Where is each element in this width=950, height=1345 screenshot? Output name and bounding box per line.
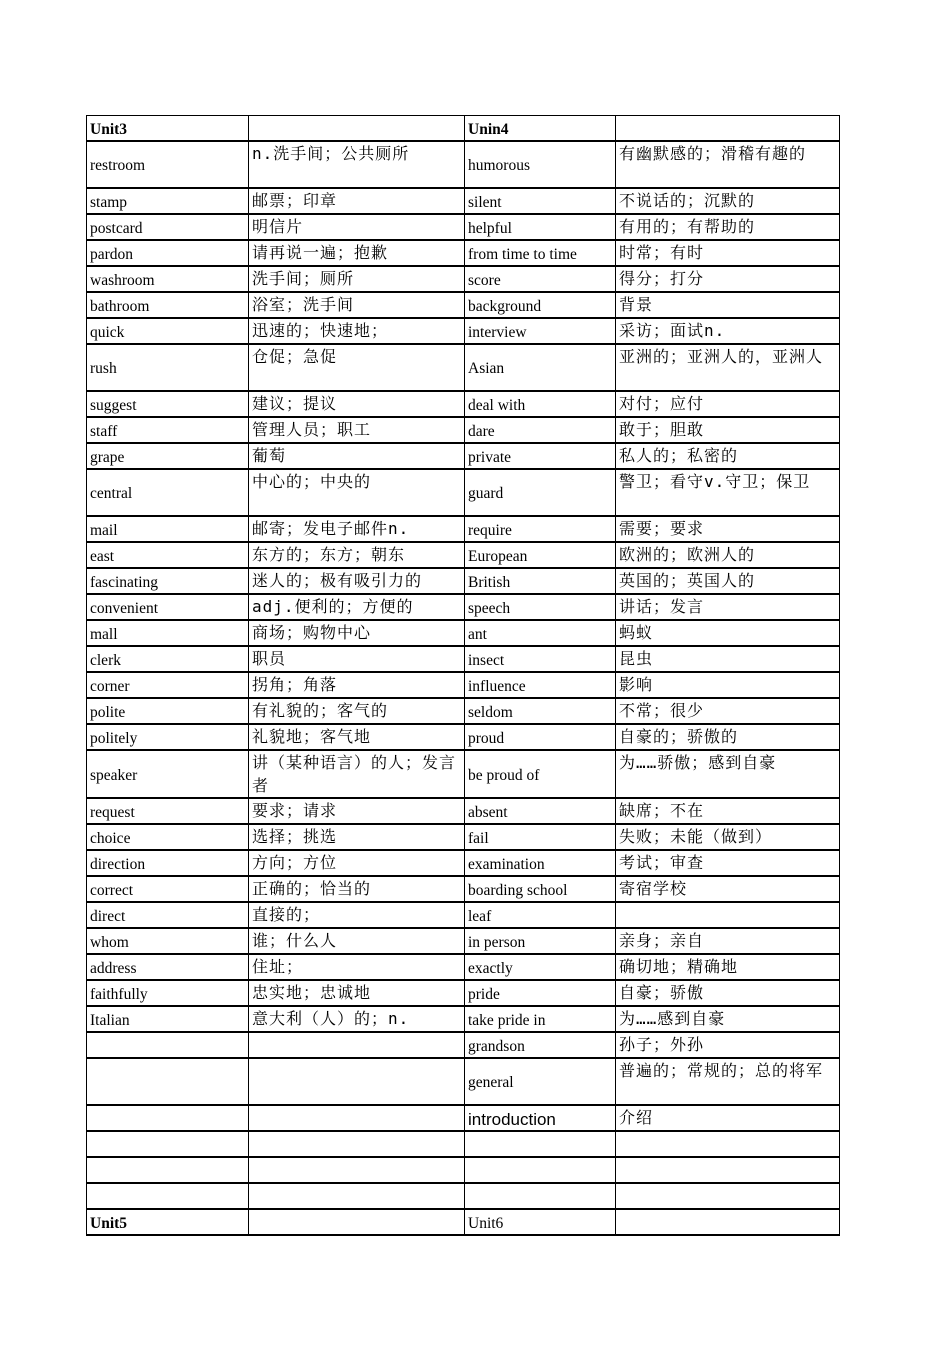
word-unit4: dare xyxy=(465,417,616,443)
meaning-unit4: 普遍的；常规的；总的将军 xyxy=(616,1058,840,1105)
table-row xyxy=(87,646,840,672)
table-row xyxy=(87,620,840,646)
table-row xyxy=(87,443,840,469)
table-row xyxy=(87,1058,840,1105)
table-row xyxy=(87,724,840,750)
word-unit3: speaker xyxy=(87,750,249,798)
meaning-unit3 xyxy=(249,1183,465,1209)
meaning-unit4: 时常；有时 xyxy=(616,240,840,266)
meaning-unit3: 职员 xyxy=(249,646,465,672)
word-unit4: humorous xyxy=(465,141,616,188)
meaning-unit4 xyxy=(616,902,840,928)
word-unit4: ant xyxy=(465,620,616,646)
word-unit3 xyxy=(87,1105,249,1131)
word-unit3: Italian xyxy=(87,1006,249,1032)
word-unit4: proud xyxy=(465,724,616,750)
unit-header-row xyxy=(87,116,840,141)
word-unit3: staff xyxy=(87,417,249,443)
table-row xyxy=(87,1131,840,1157)
meaning-unit4: 孙子；外孙 xyxy=(616,1032,840,1058)
word-unit3: correct xyxy=(87,876,249,902)
meaning-unit4 xyxy=(616,1157,840,1183)
table-row xyxy=(87,980,840,1006)
table-row xyxy=(87,542,840,568)
meaning-unit3: 意大利（人）的；n. xyxy=(249,1006,465,1032)
word-unit3: suggest xyxy=(87,391,249,417)
word-unit4: take pride in xyxy=(465,1006,616,1032)
meaning-unit4: 对付；应付 xyxy=(616,391,840,417)
meaning-unit4: 不常；很少 xyxy=(616,698,840,724)
word-unit3: rush xyxy=(87,344,249,391)
table-row xyxy=(87,318,840,344)
meaning-unit3: 选择；挑选 xyxy=(249,824,465,850)
word-unit3: postcard xyxy=(87,214,249,240)
word-unit4: silent xyxy=(465,188,616,214)
table-row xyxy=(87,876,840,902)
meaning-unit3: 商场；购物中心 xyxy=(249,620,465,646)
unit-footer-row xyxy=(87,1209,840,1235)
table-row xyxy=(87,902,840,928)
word-unit3: clerk xyxy=(87,646,249,672)
meaning-unit3: 谁；什么人 xyxy=(249,928,465,954)
meaning-unit3: 请再说一遍；抱歉 xyxy=(249,240,465,266)
table-row xyxy=(87,798,840,824)
table-row xyxy=(87,824,840,850)
meaning-unit3: 葡萄 xyxy=(249,443,465,469)
meaning-unit3: 邮寄；发电子邮件n. xyxy=(249,516,465,542)
word-unit3: central xyxy=(87,469,249,516)
word-unit4: British xyxy=(465,568,616,594)
unit6-heading: Unit6 xyxy=(465,1209,616,1235)
meaning-unit4: 得分；打分 xyxy=(616,266,840,292)
meaning-unit4: 需要；要求 xyxy=(616,516,840,542)
meaning-unit3: 管理人员；职工 xyxy=(249,417,465,443)
meaning-unit3 xyxy=(249,1131,465,1157)
meaning-unit3: adj.便利的；方便的 xyxy=(249,594,465,620)
table-row xyxy=(87,188,840,214)
meaning-unit3: 迅速的；快速地； xyxy=(249,318,465,344)
word-unit4: fail xyxy=(465,824,616,850)
meaning-unit4: 蚂蚁 xyxy=(616,620,840,646)
table-row xyxy=(87,1006,840,1032)
word-unit3 xyxy=(87,1032,249,1058)
meaning-unit4: 私人的；私密的 xyxy=(616,443,840,469)
meaning-unit3: 忠实地；忠诚地 xyxy=(249,980,465,1006)
table-row xyxy=(87,1183,840,1209)
word-unit4: in person xyxy=(465,928,616,954)
meaning-unit4: 自豪的；骄傲的 xyxy=(616,724,840,750)
word-unit4: European xyxy=(465,542,616,568)
meaning-unit3: 洗手间；厕所 xyxy=(249,266,465,292)
meaning-unit3: 建议；提议 xyxy=(249,391,465,417)
word-unit3: convenient xyxy=(87,594,249,620)
meaning-unit4: 警卫；看守v.守卫；保卫 xyxy=(616,469,840,516)
meaning-unit3: 仓促；急促 xyxy=(249,344,465,391)
meaning-unit4: 缺席；不在 xyxy=(616,798,840,824)
word-unit4: guard xyxy=(465,469,616,516)
meaning-unit3: 住址； xyxy=(249,954,465,980)
meaning-unit3: n.洗手间；公共厕所 xyxy=(249,141,465,188)
word-unit4: deal with xyxy=(465,391,616,417)
word-unit4 xyxy=(465,1183,616,1209)
table-row xyxy=(87,850,840,876)
word-unit3: grape xyxy=(87,443,249,469)
meaning-unit4: 自豪；骄傲 xyxy=(616,980,840,1006)
word-unit4: general xyxy=(465,1058,616,1105)
word-unit3: direction xyxy=(87,850,249,876)
word-unit3: washroom xyxy=(87,266,249,292)
meaning-unit3 xyxy=(249,1032,465,1058)
word-unit3: address xyxy=(87,954,249,980)
table-row xyxy=(87,214,840,240)
table-row xyxy=(87,954,840,980)
word-unit4: Asian xyxy=(465,344,616,391)
meaning-unit4: 失败；未能（做到） xyxy=(616,824,840,850)
table-row xyxy=(87,568,840,594)
meaning-unit3: 东方的；东方；朝东 xyxy=(249,542,465,568)
word-unit4: pride xyxy=(465,980,616,1006)
meaning-unit3: 正确的；恰当的 xyxy=(249,876,465,902)
meaning-unit4: 确切地；精确地 xyxy=(616,954,840,980)
word-unit4: exactly xyxy=(465,954,616,980)
table-row xyxy=(87,141,840,188)
meaning-unit4: 介绍 xyxy=(616,1105,840,1131)
meaning-unit4 xyxy=(616,1131,840,1157)
word-unit3: faithfully xyxy=(87,980,249,1006)
word-unit3: direct xyxy=(87,902,249,928)
table-row xyxy=(87,469,840,516)
word-unit4: influence xyxy=(465,672,616,698)
table-row xyxy=(87,344,840,391)
word-unit3 xyxy=(87,1131,249,1157)
table-row xyxy=(87,1157,840,1183)
meaning-unit3: 要求；请求 xyxy=(249,798,465,824)
meaning-unit3: 中心的；中央的 xyxy=(249,469,465,516)
table-row xyxy=(87,928,840,954)
word-unit3 xyxy=(87,1058,249,1105)
word-unit4: private xyxy=(465,443,616,469)
table-row xyxy=(87,516,840,542)
meaning-unit4: 昆虫 xyxy=(616,646,840,672)
meaning-unit4: 欧洲的；欧洲人的 xyxy=(616,542,840,568)
vocabulary-table xyxy=(86,115,840,1236)
word-unit4: absent xyxy=(465,798,616,824)
meaning-unit3: 邮票；印章 xyxy=(249,188,465,214)
word-unit3: fascinating xyxy=(87,568,249,594)
table-row xyxy=(87,417,840,443)
word-unit3: quick xyxy=(87,318,249,344)
table-row xyxy=(87,266,840,292)
meaning-unit4: 为……感到自豪 xyxy=(616,1006,840,1032)
vocabulary-table-body xyxy=(87,116,840,1235)
word-unit3: pardon xyxy=(87,240,249,266)
word-unit3: polite xyxy=(87,698,249,724)
meaning-unit3 xyxy=(249,1058,465,1105)
word-unit3: bathroom xyxy=(87,292,249,318)
word-unit3: corner xyxy=(87,672,249,698)
meaning-unit3: 明信片 xyxy=(249,214,465,240)
table-row xyxy=(87,750,840,798)
table-row xyxy=(87,594,840,620)
table-row xyxy=(87,1105,840,1131)
word-unit3: request xyxy=(87,798,249,824)
unit5-heading-blank xyxy=(249,1209,465,1235)
table-row xyxy=(87,698,840,724)
meaning-unit4: 影响 xyxy=(616,672,840,698)
word-unit3: east xyxy=(87,542,249,568)
meaning-unit3: 礼貌地；客气地 xyxy=(249,724,465,750)
word-unit4: speech xyxy=(465,594,616,620)
unit5-heading: Unit5 xyxy=(87,1209,249,1235)
meaning-unit4: 有幽默感的；滑稽有趣的 xyxy=(616,141,840,188)
table-row xyxy=(87,672,840,698)
word-unit3: stamp xyxy=(87,188,249,214)
word-unit3 xyxy=(87,1157,249,1183)
word-unit4: leaf xyxy=(465,902,616,928)
table-row xyxy=(87,240,840,266)
word-unit3: politely xyxy=(87,724,249,750)
meaning-unit4: 考试；审查 xyxy=(616,850,840,876)
word-unit3: mail xyxy=(87,516,249,542)
meaning-unit4: 寄宿学校 xyxy=(616,876,840,902)
word-unit4 xyxy=(465,1157,616,1183)
table-row xyxy=(87,391,840,417)
word-unit4 xyxy=(465,1131,616,1157)
meaning-unit3: 直接的； xyxy=(249,902,465,928)
meaning-unit3: 方向；方位 xyxy=(249,850,465,876)
meaning-unit3: 浴室；洗手间 xyxy=(249,292,465,318)
meaning-unit4: 亚洲的；亚洲人的，亚洲人 xyxy=(616,344,840,391)
word-unit3: mall xyxy=(87,620,249,646)
meaning-unit4 xyxy=(616,1183,840,1209)
meaning-unit3: 有礼貌的；客气的 xyxy=(249,698,465,724)
word-unit4: require xyxy=(465,516,616,542)
word-unit4: interview xyxy=(465,318,616,344)
word-unit4: background xyxy=(465,292,616,318)
meaning-unit3: 讲（某种语言）的人；发言者 xyxy=(249,750,465,798)
meaning-unit4: 背景 xyxy=(616,292,840,318)
word-unit4: examination xyxy=(465,850,616,876)
unit3-heading-blank xyxy=(249,116,465,141)
word-unit3 xyxy=(87,1183,249,1209)
meaning-unit3: 拐角；角落 xyxy=(249,672,465,698)
word-unit4: helpful xyxy=(465,214,616,240)
word-unit4: boarding school xyxy=(465,876,616,902)
word-unit4: introduction xyxy=(465,1105,616,1131)
table-row xyxy=(87,292,840,318)
word-unit3: whom xyxy=(87,928,249,954)
word-unit4: seldom xyxy=(465,698,616,724)
meaning-unit4: 有用的；有帮助的 xyxy=(616,214,840,240)
meaning-unit4: 敢于；胆敢 xyxy=(616,417,840,443)
word-unit3: choice xyxy=(87,824,249,850)
unit4-heading: Unin4 xyxy=(465,116,616,141)
word-unit4: grandson xyxy=(465,1032,616,1058)
meaning-unit4: 不说话的；沉默的 xyxy=(616,188,840,214)
meaning-unit4: 为……骄傲；感到自豪 xyxy=(616,750,840,798)
table-row xyxy=(87,1032,840,1058)
meaning-unit4: 讲话；发言 xyxy=(616,594,840,620)
unit6-heading-blank xyxy=(616,1209,840,1235)
word-unit4: insect xyxy=(465,646,616,672)
meaning-unit3 xyxy=(249,1157,465,1183)
meaning-unit3 xyxy=(249,1105,465,1131)
unit3-heading: Unit3 xyxy=(87,116,249,141)
word-unit3: restroom xyxy=(87,141,249,188)
meaning-unit3: 迷人的；极有吸引力的 xyxy=(249,568,465,594)
meaning-unit4: 亲身；亲自 xyxy=(616,928,840,954)
word-unit4: from time to time xyxy=(465,240,616,266)
meaning-unit4: 英国的；英国人的 xyxy=(616,568,840,594)
meaning-unit4: 采访；面试n. xyxy=(616,318,840,344)
unit4-heading-blank xyxy=(616,116,840,141)
word-unit4: be proud of xyxy=(465,750,616,798)
word-unit4: score xyxy=(465,266,616,292)
